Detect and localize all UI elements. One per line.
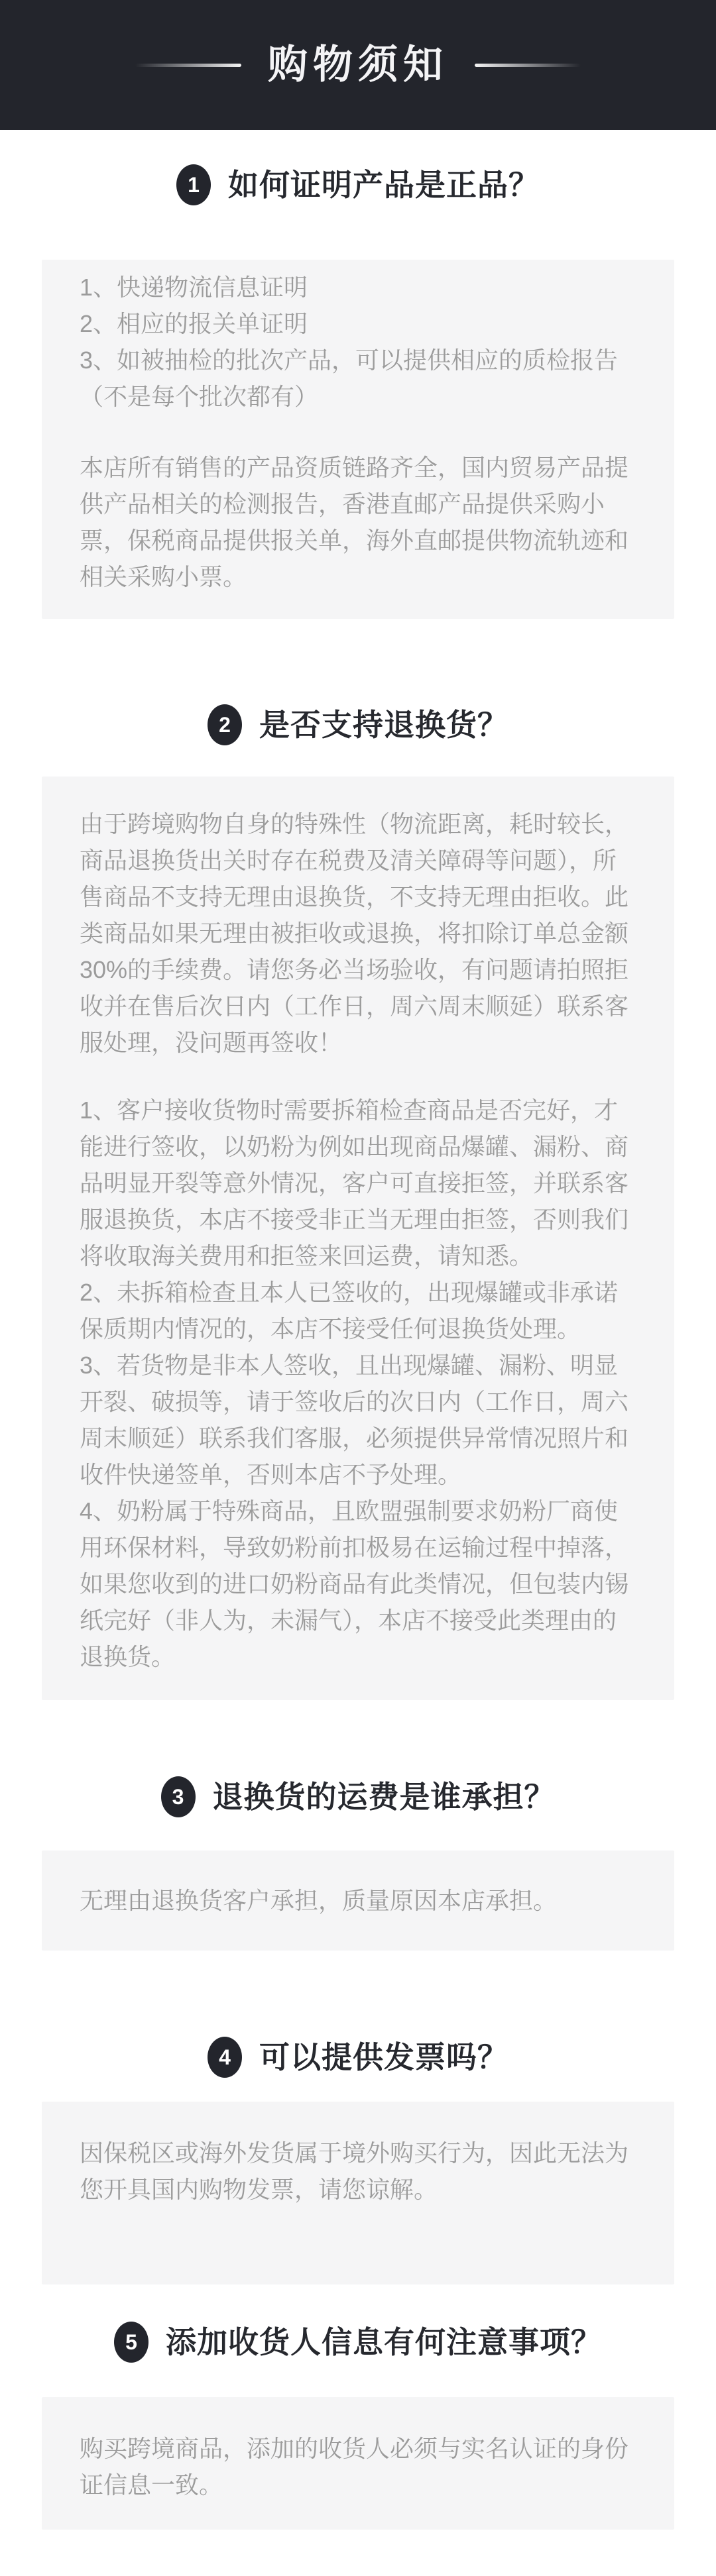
- notice-banner: [0, 0, 716, 130]
- section-title: 如何证明产品是正品？: [228, 168, 540, 202]
- section-heading-returns: [0, 703, 716, 747]
- badge-number: 1: [188, 173, 200, 197]
- answer-paragraph: 1、快递物流信息证明: [80, 274, 308, 301]
- section-heading-consignee: [0, 2320, 716, 2364]
- answer-box-invoice: [42, 2102, 674, 2284]
- answer-paragraph: 3、若货物是非本人签收，且出现爆罐、漏粉、明显开裂、破损等，请于签收后的次日内（工作日，周六周末顺延）联系我们客服，必须提供异常情况照片和收件快递签单，否则本店不予处理。: [80, 1352, 629, 1488]
- number-3-badge-icon: [161, 1776, 196, 1817]
- answer-paragraph: 1、客户接收货物时需要拆箱检查商品是否完好，才能进行签收，以奶粉为例如出现商品爆罐、漏粉、商品明显开裂等意外情况，客户可直接拒签，并联系客服退换货，本店不接受非正当无理由拒签，否则我们将收取海关费用和拒签来回运费，请知悉。: [80, 1097, 629, 1269]
- answer-paragraph: 因保税区或海外发货属于境外购买行为，因此无法为您开具国内购物发票，请您谅解。: [80, 2139, 629, 2203]
- section-heading-authenticity: [0, 163, 716, 207]
- badge-number: 4: [219, 2045, 231, 2069]
- answer-box-returns: [42, 777, 674, 1700]
- page-title: 购物须知: [268, 42, 448, 87]
- answer-paragraph: 2、未拆箱检查且本人已签收的，出现爆罐或非承诺保质期内情况的，本店不接受任何退换货处理。: [80, 1279, 619, 1342]
- answer-box-consignee: [42, 2397, 674, 2530]
- section-title: 退换货的运费是谁承担？: [212, 1780, 556, 1814]
- answer-paragraph: 本店所有销售的产品资质链路齐全，国内贸易产品提供产品相关的检测报告，香港直邮产品提供采购小票，保税商品提供报关单，海外直邮提供物流轨迹和相关采购小票。: [80, 454, 629, 590]
- section-title: 是否支持退换货？: [259, 708, 508, 742]
- answer-paragraph: 购买跨境商品，添加的收货人必须与实名认证的身份证信息一致。: [80, 2435, 629, 2498]
- badge-number: 2: [219, 713, 231, 737]
- answer-box-shipping-fee: [42, 1851, 674, 1951]
- answer-paragraph: 无理由退换货客户承担，质量原因本店承担。: [80, 1887, 558, 1914]
- section-title: 可以提供发票吗？: [259, 2040, 508, 2074]
- answer-box-authenticity: [42, 260, 674, 619]
- badge-number: 3: [172, 1785, 184, 1809]
- section-title: 添加收货人信息有何注意事项？: [166, 2325, 602, 2359]
- number-4-badge-icon: [208, 2037, 242, 2078]
- title-decoration-line-left: [135, 64, 241, 67]
- badge-number: 5: [125, 2330, 137, 2354]
- section-heading-shipping-fee: [0, 1775, 716, 1819]
- number-2-badge-icon: [208, 704, 242, 745]
- answer-paragraph: 由于跨境购物自身的特殊性（物流距离，耗时较长，商品退换货出关时存在税费及清关障碍等问题），所售商品不支持无理由退换货，不支持无理由拒收。此类商品如果无理由被拒收或退换，将扣除订单总金额30%的手续费。请您务必当场验收，有问题请拍照拒收并在售后次日内（工作日，周六周末顺延）联系客服处理，没问题再签收！: [80, 810, 629, 1056]
- section-heading-invoice: [0, 2035, 716, 2079]
- answer-paragraph: 3、如被抽检的批次产品，可以提供相应的质检报告（不是每个批次都有）: [80, 347, 619, 410]
- answer-paragraph: 4、奶粉属于特殊商品，且欧盟强制要求奶粉厂商使用环保材料，导致奶粉前扣极易在运输过程中掉落，如果您收到的进口奶粉商品有此类情况，但包装内锡纸完好（非人为，未漏气），本店不接受此类理由的退换货。: [80, 1497, 629, 1670]
- number-5-badge-icon: [114, 2322, 149, 2363]
- number-1-badge-icon: [176, 164, 211, 205]
- answer-paragraph: 2、相应的报关单证明: [80, 310, 308, 337]
- title-decoration-line-right: [475, 64, 581, 67]
